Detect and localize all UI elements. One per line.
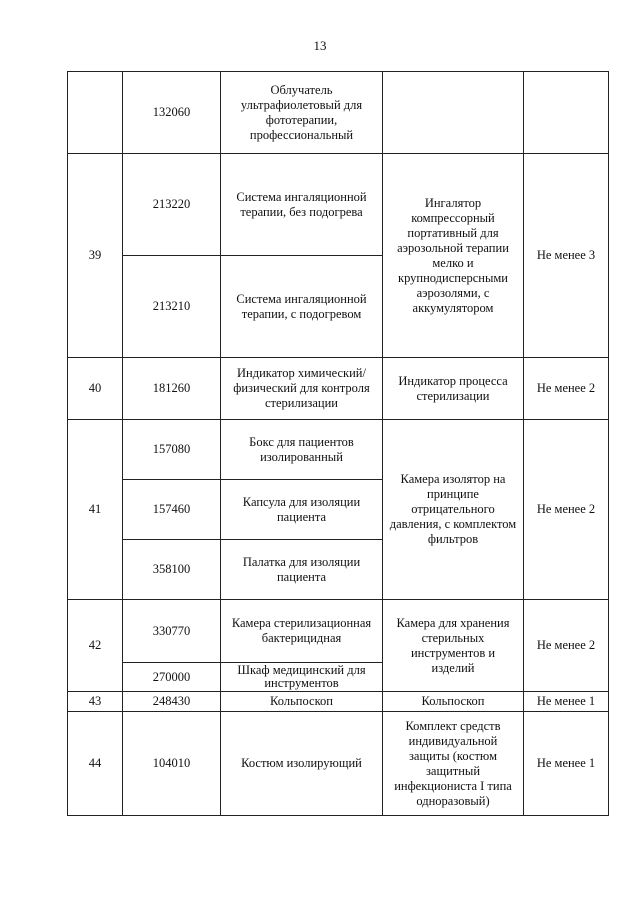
code-cell: 330770 [123,600,221,663]
code-cell: 104010 [123,712,221,816]
code-cell: 270000 [123,663,221,692]
code-cell: 358100 [123,540,221,600]
spec-cell: Камера для хранения стерильных инструментов и изделий [383,600,524,692]
row-number-cell: 44 [68,712,123,816]
code-cell: 157080 [123,420,221,480]
name-cell: Палатка для изоляции пациента [221,540,383,600]
name-cell: Система ингаляционной терапии, без подогрева [221,154,383,256]
code-cell: 181260 [123,358,221,420]
row-number-cell [68,72,123,154]
code-cell: 213210 [123,256,221,358]
quantity-cell: Не менее 1 [524,692,609,712]
name-cell: Кольпоскоп [221,692,383,712]
quantity-cell: Не менее 2 [524,600,609,692]
quantity-cell: Не менее 2 [524,420,609,600]
quantity-cell: Не менее 2 [524,358,609,420]
table-row [68,420,609,480]
table-row [68,600,609,663]
name-cell: Шкаф медицинский для инструментов [221,663,383,692]
equipment-table [67,71,609,816]
spec-cell: Кольпоскоп [383,692,524,712]
page-number: 13 [313,38,327,53]
spec-cell: Индикатор процесса стерилизации [383,358,524,420]
name-cell: Облучатель ультрафиолетовый для фототерапии, профессиональный [221,72,383,154]
quantity-cell [524,72,609,154]
code-cell: 157460 [123,480,221,540]
row-number-cell: 39 [68,154,123,358]
row-number-cell: 41 [68,420,123,600]
table-row [68,692,609,712]
name-cell: Индикатор химический/физический для контроля стерилизации [221,358,383,420]
name-cell: Система ингаляционной терапии, с подогревом [221,256,383,358]
code-cell: 213220 [123,154,221,256]
table-row [68,358,609,420]
spec-cell: Ингалятор компрессорный портативный для аэрозольной терапии мелко и крупнодисперсными аэрозолями, с аккумулятором [383,154,524,358]
spec-cell [383,72,524,154]
spec-cell: Комплект средств индивидуальной защиты (костюм защитный инфекциониста I типа одноразовый) [383,712,524,816]
name-cell: Камера стерилизационная бактерицидная [221,600,383,663]
table-row [68,154,609,256]
row-number-cell: 43 [68,692,123,712]
table-row [68,712,609,816]
table-row [68,72,609,154]
code-cell: 132060 [123,72,221,154]
quantity-cell: Не менее 3 [524,154,609,358]
spec-cell: Камера изолятор на принципе отрицательного давления, с комплектом фильтров [383,420,524,600]
code-cell: 248430 [123,692,221,712]
row-number-cell: 42 [68,600,123,692]
name-cell: Костюм изолирующий [221,712,383,816]
row-number-cell: 40 [68,358,123,420]
name-cell: Бокс для пациентов изолированный [221,420,383,480]
quantity-cell: Не менее 1 [524,712,609,816]
name-cell: Капсула для изоляции пациента [221,480,383,540]
